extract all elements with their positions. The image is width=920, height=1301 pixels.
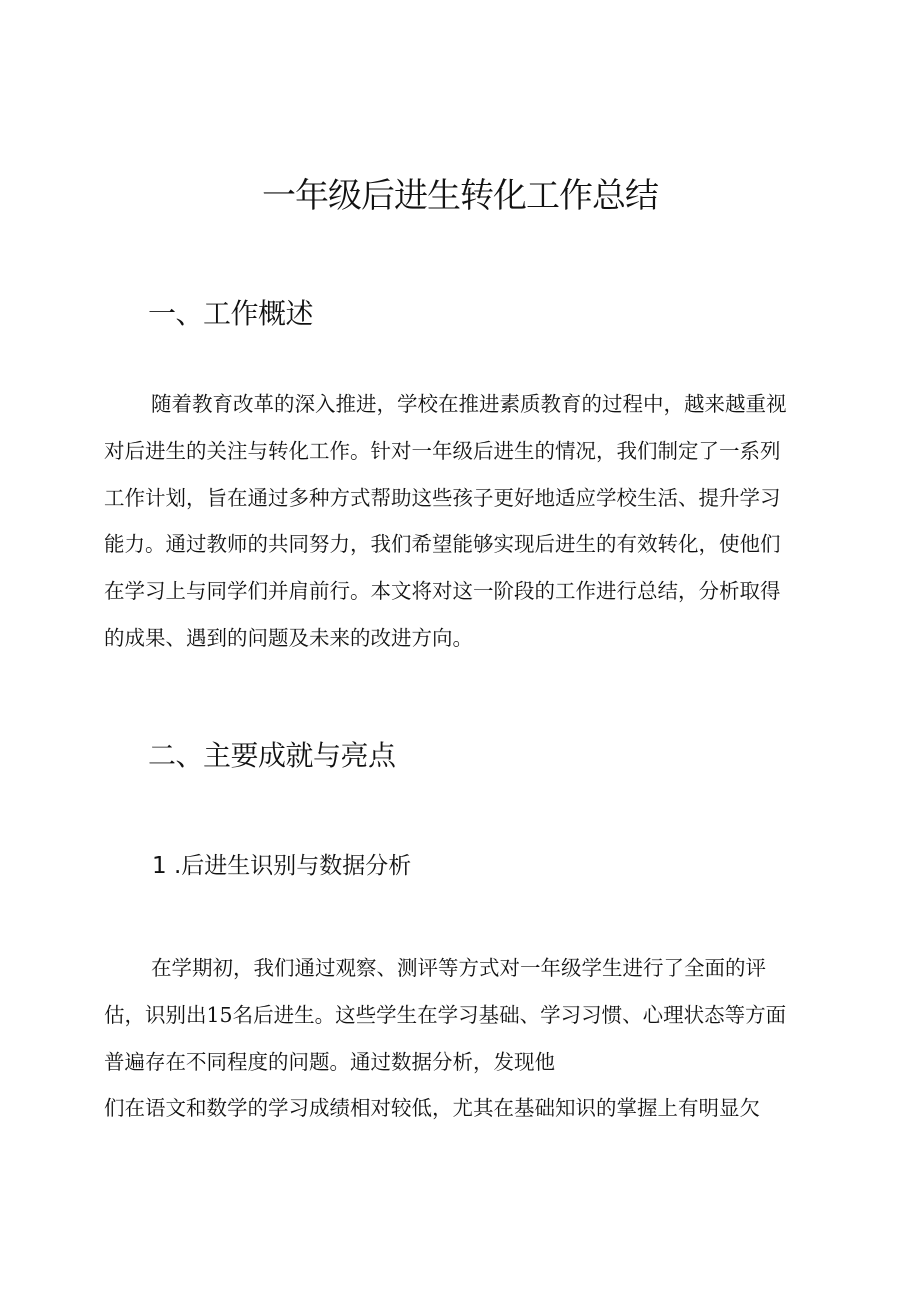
paragraph-line: 能力。通过教师的共同努力，我们希望能够实现后进生的有效转化，使他们 — [104, 532, 781, 557]
section-heading-overview: 一、工作概述 — [148, 297, 314, 330]
paragraph-line: 在学期初，我们通过观察、测评等方式对一年级学生进行了全面的评 — [151, 956, 766, 980]
paragraph-line: 随着教育改革的深入推进，学校在推进素质教育的过程中，越来越重视 — [151, 392, 787, 416]
paragraph-line: 在学习上与同学们并肩前行。本文将对这一阶段的工作进行总结，分析取得 — [104, 579, 781, 604]
subsection-heading-identification: 1 .后进生识别与数据分析 — [152, 853, 412, 879]
paragraph-line: 普遍存在不同程度的问题。通过数据分析，发现他 — [104, 1049, 555, 1074]
identification-paragraph — [104, 945, 820, 1132]
paragraph-line: 估，识别出15名后进生。这些学生在学习基础、学习习惯、心理状态等方面 — [104, 1002, 787, 1027]
paragraph-line: 的成果、遇到的问题及未来的改进方向。 — [104, 625, 473, 650]
paragraph-line: 对后进生的关注与转化工作。针对一年级后进生的情况，我们制定了一系列 — [104, 438, 781, 463]
paragraph-line: 工作计划，旨在通过多种方式帮助这些孩子更好地适应学校生活、提升学习 — [104, 485, 781, 510]
section-heading-achievements: 二、主要成就与亮点 — [148, 739, 396, 772]
overview-paragraph — [104, 381, 820, 662]
document-title: 一年级后进生转化工作总结 — [262, 176, 658, 216]
paragraph-line: 们在语文和数学的学习成绩相对较低，尤其在基础知识的掌握上有明显欠 — [104, 1096, 760, 1121]
